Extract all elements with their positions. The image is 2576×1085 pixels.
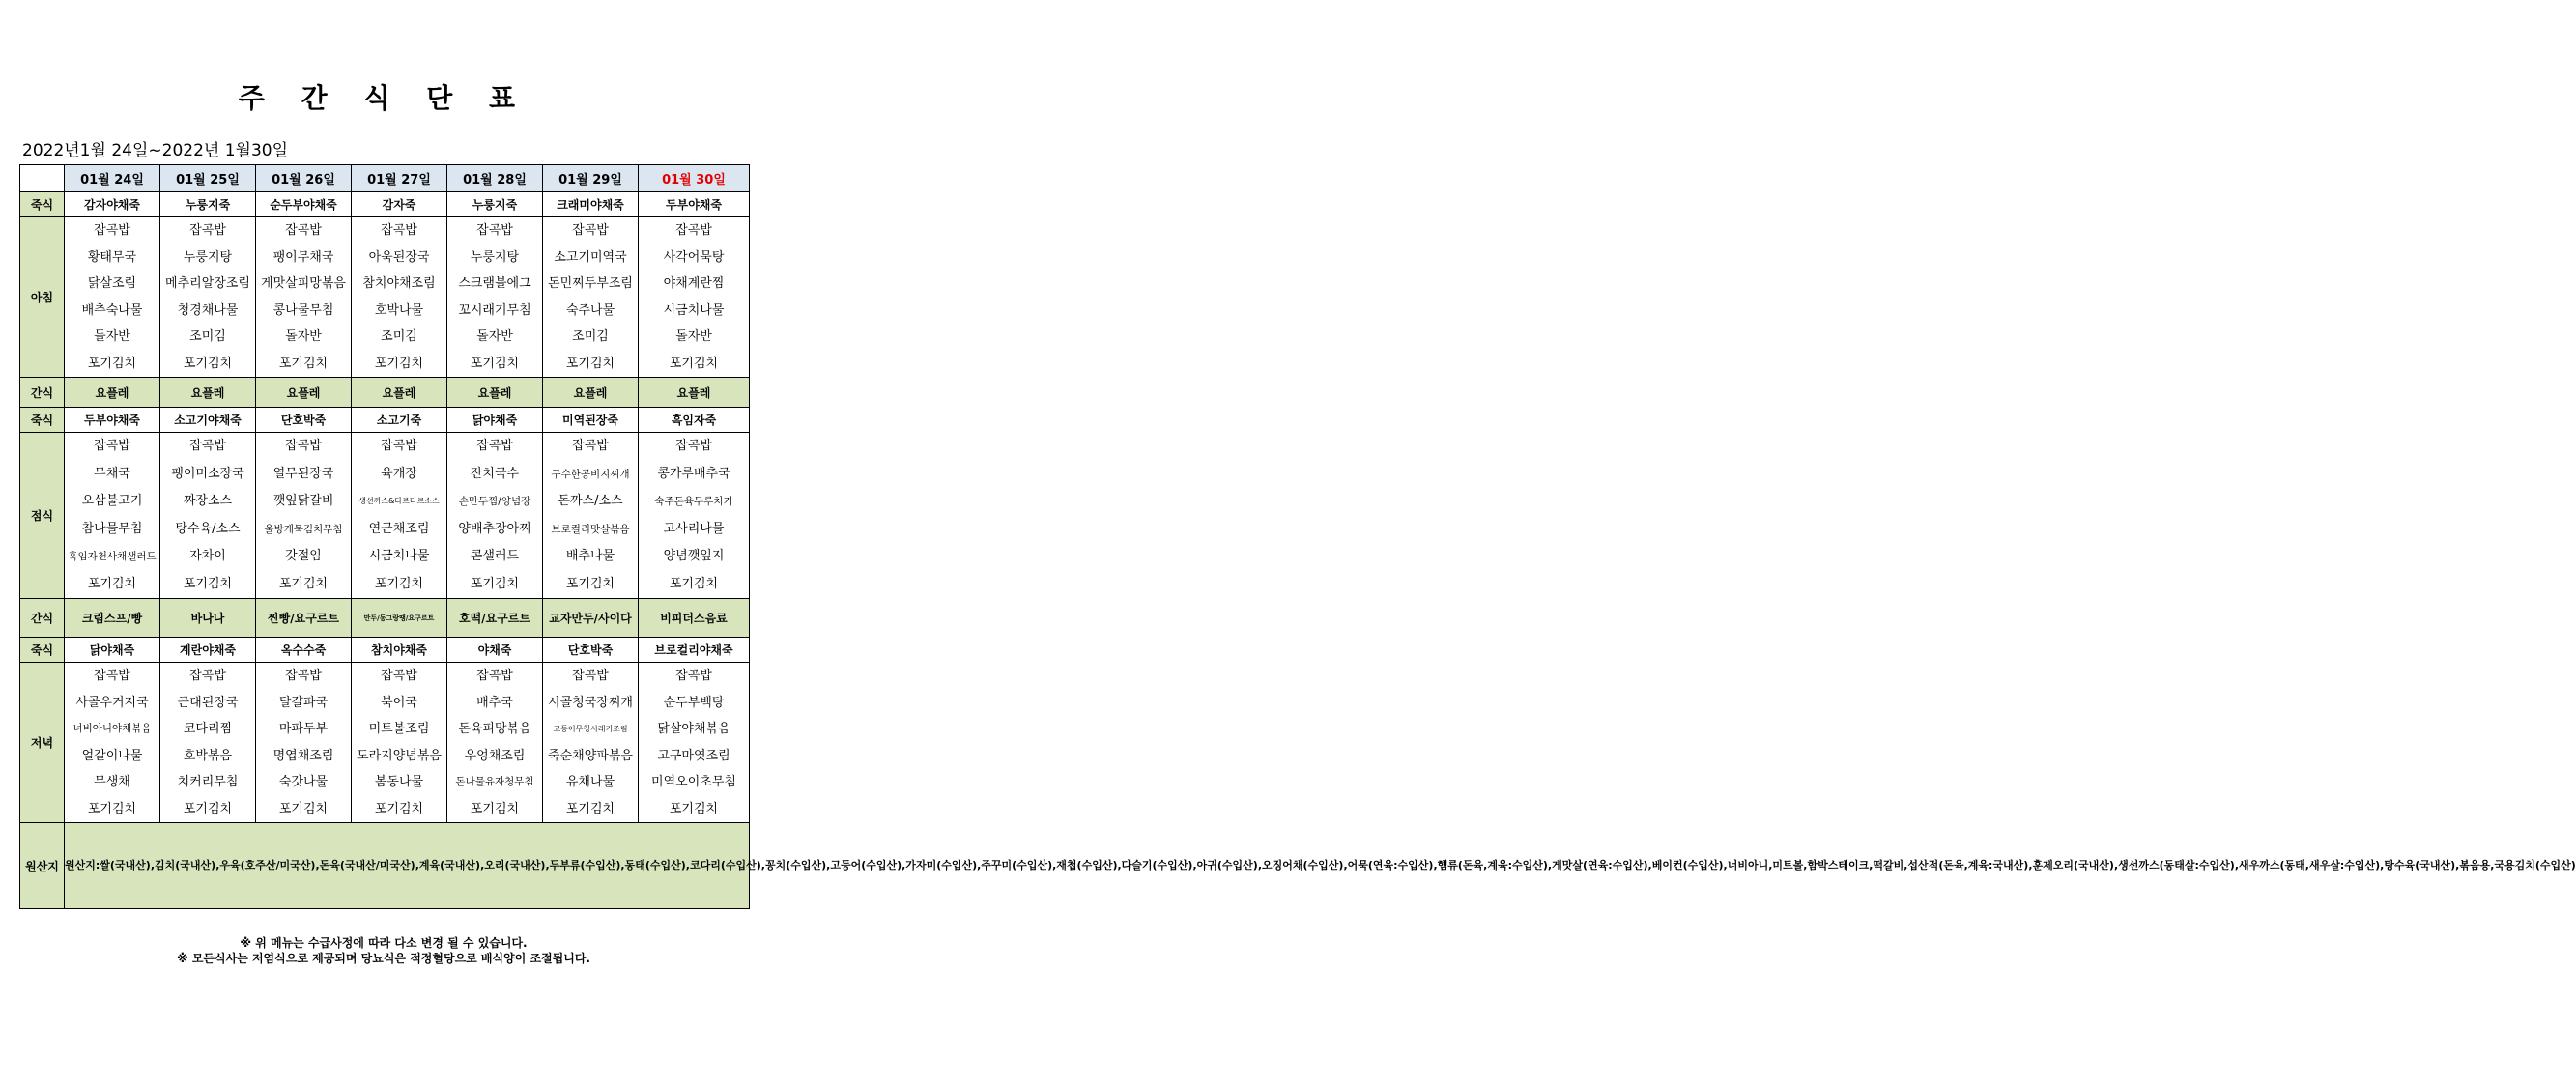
- dish: 포기김치: [669, 356, 719, 371]
- dish: 숙주나물: [565, 302, 615, 318]
- dish: 꼬시래기무침: [458, 302, 531, 318]
- dish: 무생채: [94, 775, 130, 789]
- dish: 깻잎닭갈비: [272, 494, 334, 508]
- porridge-cell: 순두부야채죽: [256, 192, 352, 217]
- dish: 배추국: [476, 695, 513, 710]
- meal-cell: [447, 433, 543, 599]
- meal-cell: [160, 433, 256, 599]
- dish: 잡곡밥: [94, 223, 130, 238]
- dish: 시금치나물: [368, 549, 430, 563]
- meal-cell: [543, 433, 639, 599]
- dish: 고사리나물: [663, 521, 725, 536]
- dish: 포기김치: [183, 801, 233, 816]
- dish: 잡곡밥: [476, 439, 513, 453]
- dish: 포기김치: [565, 576, 615, 591]
- porridge-cell: 미역된장죽: [543, 408, 639, 433]
- dish: 고등어무청시래기조림: [553, 725, 628, 733]
- snack-cell: 요플레: [65, 378, 160, 408]
- dish: 잡곡밥: [675, 223, 712, 238]
- dish: 구수한콩비지찌개: [551, 468, 630, 480]
- lunch-porridge-row: [20, 408, 750, 433]
- dish: 참나물무침: [81, 521, 143, 536]
- notes: [0, 935, 767, 966]
- dish: 소고기미역국: [554, 249, 627, 265]
- dish: 포기김치: [374, 576, 424, 591]
- snack-cell: 요플레: [352, 378, 447, 408]
- dish: 코다리찜: [183, 722, 233, 736]
- snack-cell: 요플레: [447, 378, 543, 408]
- breakfast-porridge-row: [20, 192, 750, 217]
- dish: 잡곡밥: [189, 223, 226, 238]
- dish: 조미김: [189, 329, 226, 344]
- dish: 북어국: [381, 695, 417, 710]
- dish: 포기김치: [374, 801, 424, 816]
- meal-cell: [256, 433, 352, 599]
- porridge-cell: 크래미야채죽: [543, 192, 639, 217]
- dish: 포기김치: [87, 576, 137, 591]
- dish: 순두부백탕: [663, 695, 725, 710]
- dish: 호박나물: [374, 302, 424, 318]
- dish: 포기김치: [374, 356, 424, 371]
- porridge-cell: 참치야채죽: [352, 638, 447, 663]
- dish: 잡곡밥: [572, 223, 609, 238]
- porridge-cell: 흑임자죽: [639, 408, 750, 433]
- dish: 누룽지탕: [183, 249, 233, 265]
- row-label: 점식: [20, 433, 65, 599]
- dish: 연근채조림: [368, 521, 430, 536]
- dish: 포기김치: [183, 576, 233, 591]
- dish: 포기김치: [470, 576, 520, 591]
- dish: 잡곡밥: [285, 223, 322, 238]
- dish: 포기김치: [669, 801, 719, 816]
- dish: 호박볶음: [183, 748, 233, 763]
- dish: 스크램블에그: [458, 276, 531, 291]
- dish: 게맛살피망볶음: [261, 276, 346, 291]
- porridge-cell: 감자죽: [352, 192, 447, 217]
- dish: 유채나물: [565, 775, 615, 789]
- dish: 돌자반: [675, 329, 712, 344]
- dish: 잡곡밥: [285, 439, 322, 453]
- dish: 양배추장아찌: [458, 521, 531, 536]
- row-label: 간식: [20, 378, 65, 408]
- dish: 닭살야채볶음: [657, 722, 730, 736]
- dish: 잡곡밥: [285, 669, 322, 683]
- row-label: 죽식: [20, 638, 65, 663]
- dish: 열무된장국: [272, 466, 334, 481]
- dish: 포기김치: [87, 356, 137, 371]
- dish: 명엽채조림: [272, 748, 334, 763]
- dish: 치커리무침: [177, 775, 239, 789]
- dish: 생선까스&타르타르소스: [358, 497, 440, 505]
- meal-cell: [65, 663, 160, 823]
- porridge-cell: 단호박죽: [543, 638, 639, 663]
- dish: 돌자반: [476, 329, 513, 344]
- dish: 포기김치: [278, 576, 329, 591]
- dish: 미트볼조림: [368, 722, 430, 736]
- porridge-cell: 단호박죽: [256, 408, 352, 433]
- dish: 포기김치: [87, 801, 137, 816]
- dish: 육개장: [381, 466, 417, 481]
- dish: 잡곡밥: [572, 439, 609, 453]
- snack-cell: 만두/동그랑땡/요구르트: [352, 599, 447, 638]
- dish: 미역오이초무침: [651, 775, 736, 789]
- row-label: 죽식: [20, 192, 65, 217]
- porridge-cell: 옥수수죽: [256, 638, 352, 663]
- dish: 잡곡밥: [381, 439, 417, 453]
- note-line: ※ 위 메뉴는 수급사정에 따라 다소 변경 될 수 있습니다.: [240, 936, 528, 950]
- meal-cell: [65, 433, 160, 599]
- row-label: 원산지: [20, 823, 65, 909]
- meal-cell: [352, 663, 447, 823]
- porridge-cell: 계란야채죽: [160, 638, 256, 663]
- dish: 돈육피망볶음: [458, 722, 531, 736]
- meal-cell: [160, 217, 256, 378]
- row-label: 저녁: [20, 663, 65, 823]
- breakfast-row: [20, 217, 750, 378]
- dish: 야채계란찜: [663, 276, 725, 291]
- dish: 양념깻잎지: [663, 549, 725, 563]
- meal-cell: [447, 217, 543, 378]
- dish: 숙갓나물: [278, 775, 329, 789]
- dish: 아욱된장국: [368, 249, 430, 265]
- day-header: 01월 26일: [256, 165, 352, 192]
- dish: 잡곡밥: [94, 669, 130, 683]
- dish: 콩가루배추국: [657, 466, 730, 481]
- dish: 잔치국수: [470, 466, 520, 481]
- day-header: 01월 30일: [639, 165, 750, 192]
- dish: 돈까스/소스: [558, 494, 623, 508]
- meal-cell: [639, 663, 750, 823]
- porridge-cell: 두부야채죽: [639, 192, 750, 217]
- dish: 자차이: [189, 549, 226, 563]
- dish: 잡곡밥: [94, 439, 130, 453]
- dish: 포기김치: [669, 576, 719, 591]
- dish: 잡곡밥: [189, 439, 226, 453]
- day-header: 01월 27일: [352, 165, 447, 192]
- corner-cell: [20, 165, 65, 192]
- weekly-menu-table: [19, 164, 2576, 909]
- morning-snack-row: [20, 378, 750, 408]
- dish: 흑임자천사채샐러드: [68, 551, 157, 562]
- dish: 근대된장국: [177, 695, 239, 710]
- dish: 포기김치: [565, 356, 615, 371]
- snack-cell: 요플레: [256, 378, 352, 408]
- dinner-row: [20, 663, 750, 823]
- day-header: 01월 29일: [543, 165, 639, 192]
- meal-cell: [65, 217, 160, 378]
- snack-cell: 교자만두/사이다: [543, 599, 639, 638]
- row-label: 죽식: [20, 408, 65, 433]
- dish: 무채국: [94, 466, 130, 481]
- dish: 고구마엿조림: [657, 748, 730, 763]
- meal-cell: [352, 433, 447, 599]
- dish: 포기김치: [278, 356, 329, 371]
- dish: 포기김치: [470, 801, 520, 816]
- dish: 잡곡밥: [189, 669, 226, 683]
- dish: 시골청국장찌개: [548, 695, 633, 710]
- porridge-cell: 닭야채죽: [65, 638, 160, 663]
- dish: 얼갈이나물: [81, 748, 143, 763]
- dish: 배추숙나물: [81, 302, 143, 318]
- dish: 돈민찌두부조림: [548, 276, 633, 291]
- dish: 달걀파국: [278, 695, 329, 710]
- dish: 너비아니야채볶음: [72, 723, 152, 734]
- lunch-row: [20, 433, 750, 599]
- meal-cell: [352, 217, 447, 378]
- day-header: 01월 25일: [160, 165, 256, 192]
- snack-cell: 바나나: [160, 599, 256, 638]
- dish: 포기김치: [278, 801, 329, 816]
- dish: 잡곡밥: [476, 669, 513, 683]
- dish: 참치야채조림: [362, 276, 436, 291]
- porridge-cell: 브로컬리야채죽: [639, 638, 750, 663]
- dish: 마파두부: [278, 722, 329, 736]
- dish: 팽이무채국: [272, 249, 334, 265]
- dinner-porridge-row: [20, 638, 750, 663]
- dish: 조미김: [381, 329, 417, 344]
- dish: 탕수육/소스: [175, 521, 241, 536]
- dish: 갓절임: [285, 549, 322, 563]
- dish: 우엉채조림: [464, 748, 526, 763]
- dish: 손만두찜/양념장: [458, 496, 531, 507]
- dish: 잡곡밥: [675, 669, 712, 683]
- dish: 조미김: [572, 329, 609, 344]
- day-header: 01월 28일: [447, 165, 543, 192]
- dish: 황태무국: [87, 249, 137, 265]
- dish: 누룽지탕: [470, 249, 520, 265]
- meal-cell: [543, 217, 639, 378]
- row-label: 간식: [20, 599, 65, 638]
- date-range: 2022년1월 24일~2022년 1월30일: [22, 141, 289, 160]
- dish: 시금치나물: [663, 302, 725, 318]
- note-line: ※ 모든식사는 저염식으로 제공되며 당뇨식은 적정혈당으로 배식양이 조절됩니다.: [176, 952, 590, 965]
- day-header: 01월 24일: [65, 165, 160, 192]
- porridge-cell: 감자야채죽: [65, 192, 160, 217]
- dish: 돈나물유자청무침: [455, 776, 534, 787]
- dish: 콘샐러드: [470, 549, 520, 563]
- meal-cell: [543, 663, 639, 823]
- snack-cell: 비피더스음료: [639, 599, 750, 638]
- dish: 잡곡밥: [675, 439, 712, 453]
- snack-cell: 요플레: [160, 378, 256, 408]
- dish: 죽순채양파볶음: [548, 748, 633, 763]
- meal-cell: [639, 217, 750, 378]
- dish: 포기김치: [565, 801, 615, 816]
- porridge-cell: 야채죽: [447, 638, 543, 663]
- origin-row: [20, 823, 750, 909]
- porridge-cell: 소고기죽: [352, 408, 447, 433]
- dish: 돌자반: [285, 329, 322, 344]
- snack-cell: 요플레: [543, 378, 639, 408]
- dish: 울방개묵김치무침: [264, 523, 343, 535]
- meal-cell: [256, 217, 352, 378]
- meal-cell: [639, 433, 750, 599]
- dish: 잡곡밥: [381, 669, 417, 683]
- page-title: 주 간 식 단 표: [238, 82, 530, 114]
- dish: 잡곡밥: [381, 223, 417, 238]
- snack-cell: 호떡/요구르트: [447, 599, 543, 638]
- dish: 닭살조림: [87, 276, 137, 291]
- dish: 포기김치: [470, 356, 520, 371]
- porridge-cell: 닭야채죽: [447, 408, 543, 433]
- row-label: 아침: [20, 217, 65, 378]
- dish: 돌자반: [94, 329, 130, 344]
- dish: 도라지양념볶음: [357, 748, 442, 763]
- dish: 사골우거지국: [75, 695, 149, 710]
- dish: 잡곡밥: [476, 223, 513, 238]
- dish: 봄동나물: [374, 775, 424, 789]
- dish: 팽이미소장국: [171, 466, 244, 481]
- dish: 사각어묵탕: [663, 249, 725, 265]
- dish: 숙주돈육두루치기: [654, 496, 733, 507]
- meal-cell: [447, 663, 543, 823]
- dish: 잡곡밥: [572, 669, 609, 683]
- afternoon-snack-row: [20, 599, 750, 638]
- snack-cell: 크림스프/빵: [65, 599, 160, 638]
- porridge-cell: 두부야채죽: [65, 408, 160, 433]
- dish: 배추나물: [565, 549, 615, 563]
- dish: 콩나물무침: [272, 302, 334, 318]
- date-header-row: [20, 165, 750, 192]
- snack-cell: 요플레: [639, 378, 750, 408]
- origin-info: 원산지:쌀(국내산),김치(국내산),우육(호주산/미국산),돈육(국내산/미국산),계육(국내산),오리(국내산),두부류(수입산),동태(수입산),코다리(수입산),꽁치(수입산),고등어(수입산),가자미(수입산),주꾸미(수입산),재첩(수입산),다슬기(수입산),아귀(수입산),오징어채(수입산),어묵(연육:수입산),햄류(돈육,계육:수입산),게맛살(연육:수입산),베이컨(수입산),너비아니,미트볼,함박스테이크,떡갈비,섭산적(돈육,계육:국내산),훈제오리(국내산),생선까스(동태살:수입산),새우까스(동태,새우살:수입산),탕수육(국내산),볶음용,국용김치(수입산): [65, 823, 750, 909]
- dish: 청경채나물: [177, 302, 239, 318]
- dish: 포기김치: [183, 356, 233, 371]
- dish: 브로컬리맛살볶음: [551, 523, 630, 535]
- porridge-cell: 누룽지죽: [447, 192, 543, 217]
- meal-cell: [160, 663, 256, 823]
- meal-cell: [256, 663, 352, 823]
- dish: 짜장소스: [183, 494, 233, 508]
- porridge-cell: 소고기야채죽: [160, 408, 256, 433]
- dish: 오삼불고기: [81, 494, 143, 508]
- dish: 메추리알장조림: [165, 276, 250, 291]
- snack-cell: 찐빵/요구르트: [256, 599, 352, 638]
- porridge-cell: 누룽지죽: [160, 192, 256, 217]
